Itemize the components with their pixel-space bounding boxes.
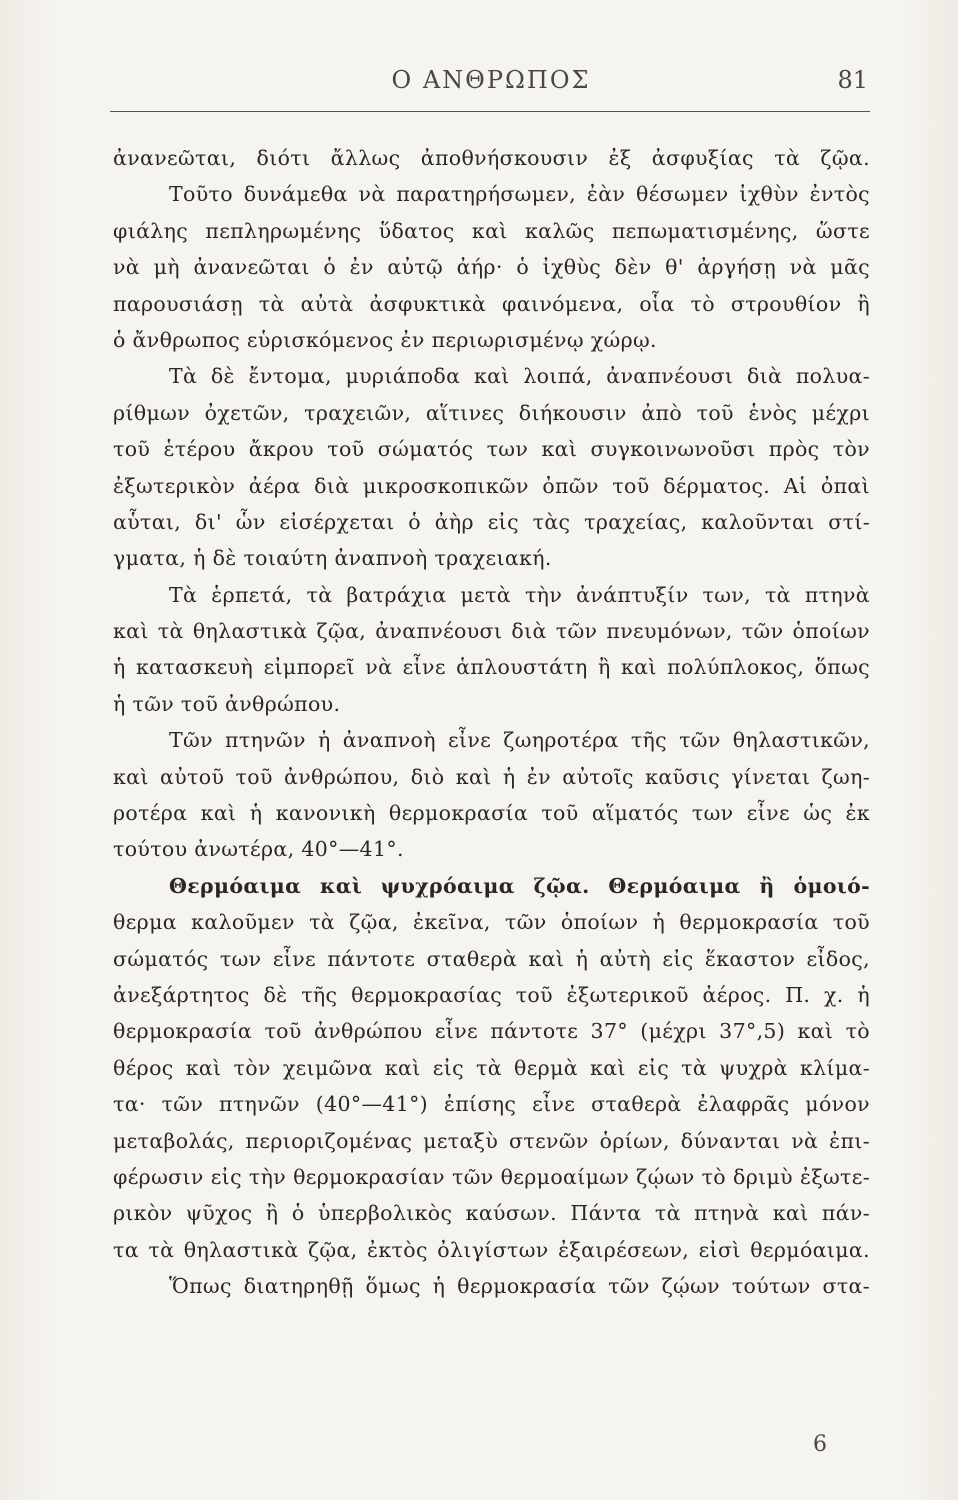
text-line: φέρωσιν εἰς τὴν θερμοκρασίαν τῶν θερμοαίμων ζῴων τὸ δριμὺ ἐξωτε- [113,1164,870,1189]
text-line: φιάλης πεπληρωμένης ὕδατος καὶ καλῶς πεπωματισμένης, ὥστε [113,218,870,243]
text-line: γματα, ἡ δὲ τοιαύτη ἀναπνοὴ τραχειακή. [113,546,552,571]
header-rule [110,111,870,112]
text-line: μεταβολάς, περιοριζομένας μεταξὺ στενῶν ὁρίων, δύνανται νὰ ἐπι- [113,1128,870,1153]
text-line: Τὰ δὲ ἔντομα, μυριάποδα καὶ λοιπά, ἀναπνέουσι διὰ πολυα- [169,364,870,389]
text-line: παρουσιάσῃ τὰ αὐτὰ ἀσφυκτικὰ φαινόμενα, οἷα τὸ στρουθίον ἢ [113,291,870,316]
page-header [110,60,872,100]
text-line: θερμοκρασία τοῦ ἀνθρώπου εἶνε πάντοτε 37° (μέχρι 37°,5) καὶ τὸ [113,1019,870,1044]
text-line: Τὰ ἑρπετά, τὰ βατράχια μετὰ τὴν ἀνάπτυξίν των, τὰ πτηνὰ [169,582,870,607]
text-line: τα τὰ θηλαστικὰ ζῷα, ἐκτὸς ὀλιγίστων ἐξαιρέσεων, εἰσὶ θερμόαιμα. [113,1237,870,1262]
text-line: ἡ κατασκευὴ εἰμπορεῖ νὰ εἶνε ἁπλουστάτη ἢ καὶ πολύπλοκος, ὅπως [113,655,870,680]
text-line: νὰ μὴ ἀνανεῶται ὁ ἐν αὐτῷ ἀήρ· ὁ ἰχθὺς δὲν θ' ἀργήσῃ νὰ μᾶς [113,255,870,280]
text-line: σώματός των εἶνε πάντοτε σταθερὰ καὶ ἡ αὐτὴ εἰς ἕκαστον εἶδος, [113,946,870,971]
text-line: ἀνανεῶται, διότι ἄλλως ἀποθνήσκουσιν ἐξ ἀσφυξίας τὰ ζῷα. [113,146,870,170]
text-line: Ὅπως διατηρηθῇ ὅμως ἡ θερμοκρασία τῶν ζῴων τούτων στα- [169,1274,870,1299]
text-line: ροτέρα καὶ ἡ κανονικὴ θερμοκρασία τοῦ αἵματός των εἶνε ὡς ἐκ [113,801,870,826]
section-heading-line: Θερμόαιμα καὶ ψυχρόαιμα ζῷα. Θερμόαιμα ἢ ὁμοιό- [169,873,870,898]
text-line: ἡ τῶν τοῦ ἀνθρώπου. [113,691,341,716]
signature-mark: 6 [813,1432,827,1457]
text-line: θερμα καλοῦμεν τὰ ζῷα, ἐκεῖνα, τῶν ὁποίων ἡ θερμοκρασία τοῦ [113,910,870,935]
text-line: καὶ τὰ θηλαστικὰ ζῷα, ἀναπνέουσι διὰ τῶν πνευμόνων, τῶν ὁποίων [113,619,870,644]
text-line: θέρος καὶ τὸν χειμῶνα καὶ εἰς τὰ θερμὰ καὶ εἰς τὰ ψυχρὰ κλίμα- [113,1055,870,1080]
body-text [113,140,870,1305]
text-line: ρικὸν ψῦχος ἢ ὁ ὑπερβολικὸς καύσων. Πάντα τὰ πτηνὰ καὶ πάν- [113,1201,870,1226]
text-line: Τῶν πτηνῶν ἡ ἀναπνοὴ εἶνε ζωηροτέρα τῆς τῶν θηλαστικῶν, [169,728,870,753]
text-line: τοῦ ἑτέρου ἄκρου τοῦ σώματός των καὶ συγκοινωνοῦσι πρὸς τὸν [113,437,870,462]
text-line: Τοῦτο δυνάμεθα νὰ παρατηρήσωμεν, ἐὰν θέσωμεν ἰχθὺν ἐντὸς [169,182,870,207]
text-line: ὁ ἄνθρωπος εὑρισκόμενος ἐν περιωρισμένῳ χώρῳ. [113,327,657,352]
page-number: 81 [837,66,868,94]
text-line: τούτου ἀνωτέρα, 40°—41°. [113,837,404,862]
text-line: ἐξωτερικὸν ἀέρα διὰ μικροσκοπικῶν ὀπῶν τοῦ δέρματος. Αἱ ὀπαὶ [113,473,870,498]
running-head: Ο ΑΝΘΡΩΠΟΣ [391,66,591,94]
text-line: τα· τῶν πτηνῶν (40°—41°) ἐπίσης εἶνε σταθερὰ ἐλαφρᾶς μόνον [113,1092,870,1117]
text-line: αὗται, δι' ὧν εἰσέρχεται ὁ ἀὴρ εἰς τὰς τραχείας, καλοῦνται στί- [113,509,870,534]
text-line: καὶ αὐτοῦ τοῦ ἀνθρώπου, διὸ καὶ ἡ ἐν αὐτοῖς καῦσις γίνεται ζωη- [113,764,870,789]
text-line: ρίθμων ὀχετῶν, τραχειῶν, αἵτινες διήκουσιν ἀπὸ τοῦ ἑνὸς μέχρι [113,400,870,425]
text-line: ἀνεξάρτητος δὲ τῆς θερμοκρασίας τοῦ ἐξωτερικοῦ ἀέρος. Π. χ. ἡ [113,982,870,1007]
